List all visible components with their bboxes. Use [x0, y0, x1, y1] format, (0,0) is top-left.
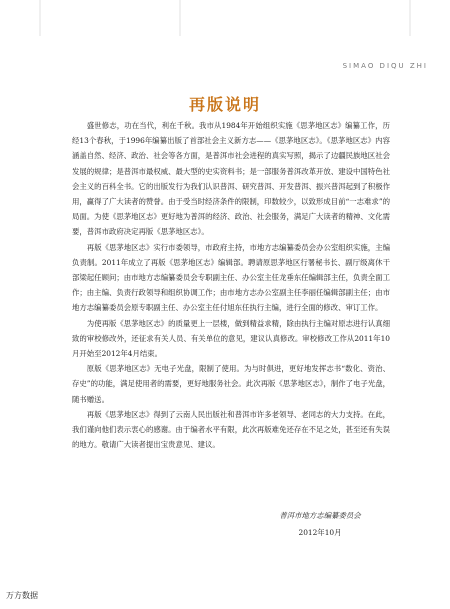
signature-date: 2012年10月 — [298, 528, 342, 537]
paragraph: 再版《思茅地区志》得到了云南人民出版社和普洱市许多老领导、老同志的大力支持。在此，我们谨向他们表示衷心的感谢。由于编者水平有限，此次再版难免还存在不足之处，甚至还有失误的地方。敬请广大读者提出宝贵意见、建议。 — [72, 409, 390, 450]
page-title: 再版说明 — [188, 95, 261, 114]
footer-brand: 万方数据 — [6, 591, 38, 600]
paragraph: 原版《思茅地区志》无电子光盘，限制了使用。为与时俱进，更好地发挥志书“数化、资治、存史”的功能，满足使用者的需要，更好地服务社会。此次再版《思茅地区志》，制作了电子光盘，随书赠送。 — [72, 364, 390, 404]
paragraph: 为使再版《思茅地区志》的质量更上一层楼，做到精益求精，除由执行主编对原志进行认真细致的审校修改外，还征求有关人员、有关单位的意见，建议认真修改。审校修改工作从2011年10月开始至2012年4月结束。 — [72, 318, 390, 359]
paragraph: 盛世修志，功在当代，利在千秋。我市从1984年开始组织实施《思茅地区志》编纂工作，历经13个春秋，于1996年编纂出版了首部社会主义新方志——《思茅地区志》。《思茅地区志》内容涵盖自然、经济、政治、社会等各方面，是普洱市社会进程的真实写照，揭示了边疆民族地区社会发展的规律；是普洱市最权威、最大型的史实资料书；是一部服务普洱改革开放、建设中国特色社会主义的百科全书。它的出版发行为我们认识普洱、研究普洱、开发普洱、振兴普洱起到了积极作用，赢得了广大读者的赞誉。由于受当时经济条件的限制，印数较少，以致形成目前“一志难求”的局面。为使《思茅地区志》更好地为普洱的经济、政治、社会服务，满足广大读者的精神、文化需要，普洱市政府决定再版《思茅地区志》。 — [72, 121, 390, 237]
running-head: SIMAO DIQU ZHI — [342, 62, 428, 70]
body-text — [72, 118, 390, 452]
signature-organization: 普洱市地方志编纂委员会 — [279, 511, 361, 520]
top-decorative-lines — [0, 0, 450, 36]
paragraph: 再版《思茅地区志》实行市委领导，市政府主持，市地方志编纂委员会办公室组织实施，主编负责制。2011年成立了再版《思茅地区志》编辑部。聘请原思茅地区行署秘书长、副厅级离休干部梁起任顾问；由市地方志编纂委员会专职副主任、办公室主任龙垂东任编辑部主任，负责全面工作；由主编、负责行政领导和组织协调工作；由市地方志办公室副主任李丽任编辑部副主任；由市地方志编纂委员会原专职副主任、办公室主任付旭东任执行主编，进行全面的修改、审订工作。 — [72, 242, 390, 313]
